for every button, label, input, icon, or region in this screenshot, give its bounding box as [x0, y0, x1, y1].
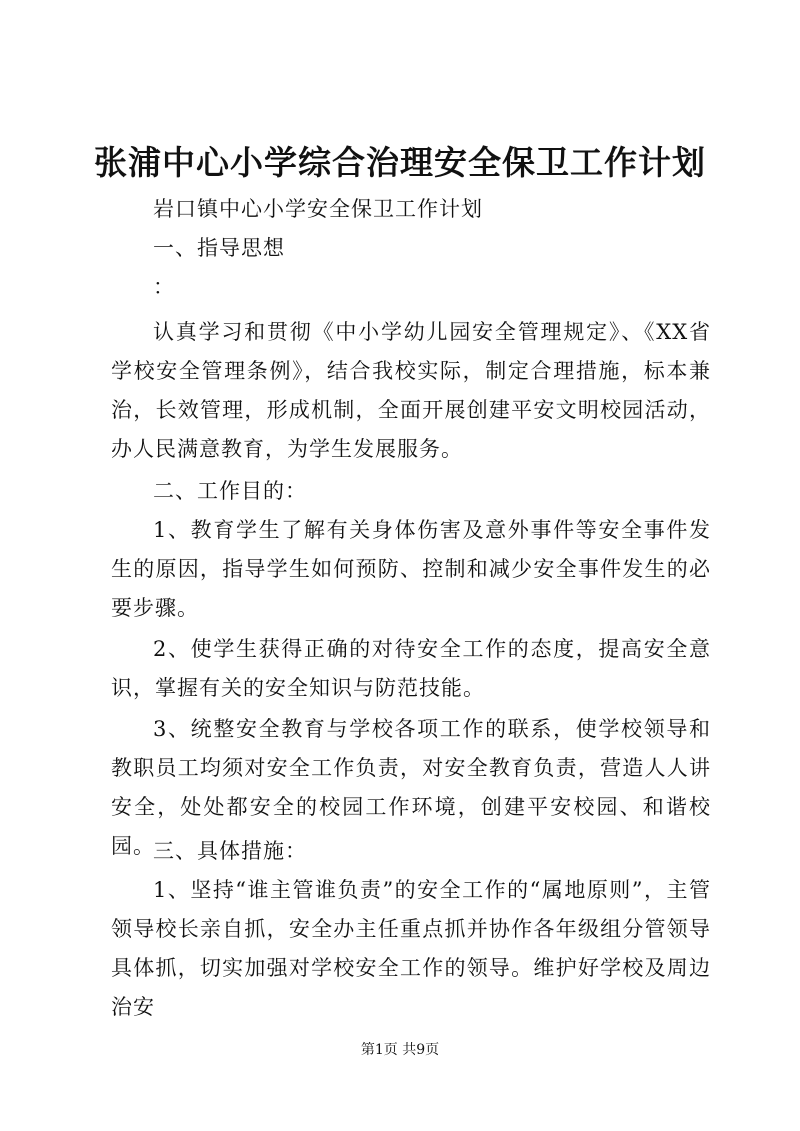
- goal-1-paragraph: 1、教育学生了解有关身体伤害及意外事件等安全事件发生的原因，指导学生如何预防、控制和减少安全事件发生的必要步骤。: [111, 518, 711, 620]
- goal-3-paragraph: 3、统整安全教育与学校各项工作的联系，使学校领导和教职员工均须对安全工作负责，对安全教育负责，营造人人讲安全，处处都安全的校园工作环境，创建平安校园、和谐校园。: [111, 717, 711, 858]
- goal-2-paragraph: 2、使学生获得正确的对待安全工作的态度，提高安全意识，掌握有关的安全知识与防范技能。: [111, 637, 711, 700]
- section-heading-guiding-ideology: 一、指导思想: [153, 236, 285, 260]
- measure-1-paragraph: 1、坚持“谁主管谁负责”的安全工作的“属地原则”，主管领导校长亲自抓，安全办主任重点抓并协作各年级组分管领导具体抓，切实加强对学校安全工作的领导。维护好学校及周边治安: [111, 878, 711, 1019]
- subtitle-paragraph: 岩口镇中心小学安全保卫工作计划: [153, 197, 483, 221]
- document-title: 张浦中心小学综合治理安全保卫工作计划: [94, 143, 706, 182]
- page-number-footer: 第1页 共9页: [360, 1042, 440, 1058]
- colon-paragraph: ：: [153, 275, 175, 299]
- section-heading-work-goals: 二、工作目的：: [153, 479, 307, 503]
- guiding-ideology-paragraph: 认真学习和贯彻《中小学幼儿园安全管理规定》、《XX省学校安全管理条例》，结合我校实际，制定合理措施，标本兼治，长效管理，形成机制，全面开展创建平安文明校园活动，办人民满意教育，为学生发展服务。: [111, 320, 711, 461]
- section-heading-specific-measures: 三、具体措施：: [153, 839, 307, 863]
